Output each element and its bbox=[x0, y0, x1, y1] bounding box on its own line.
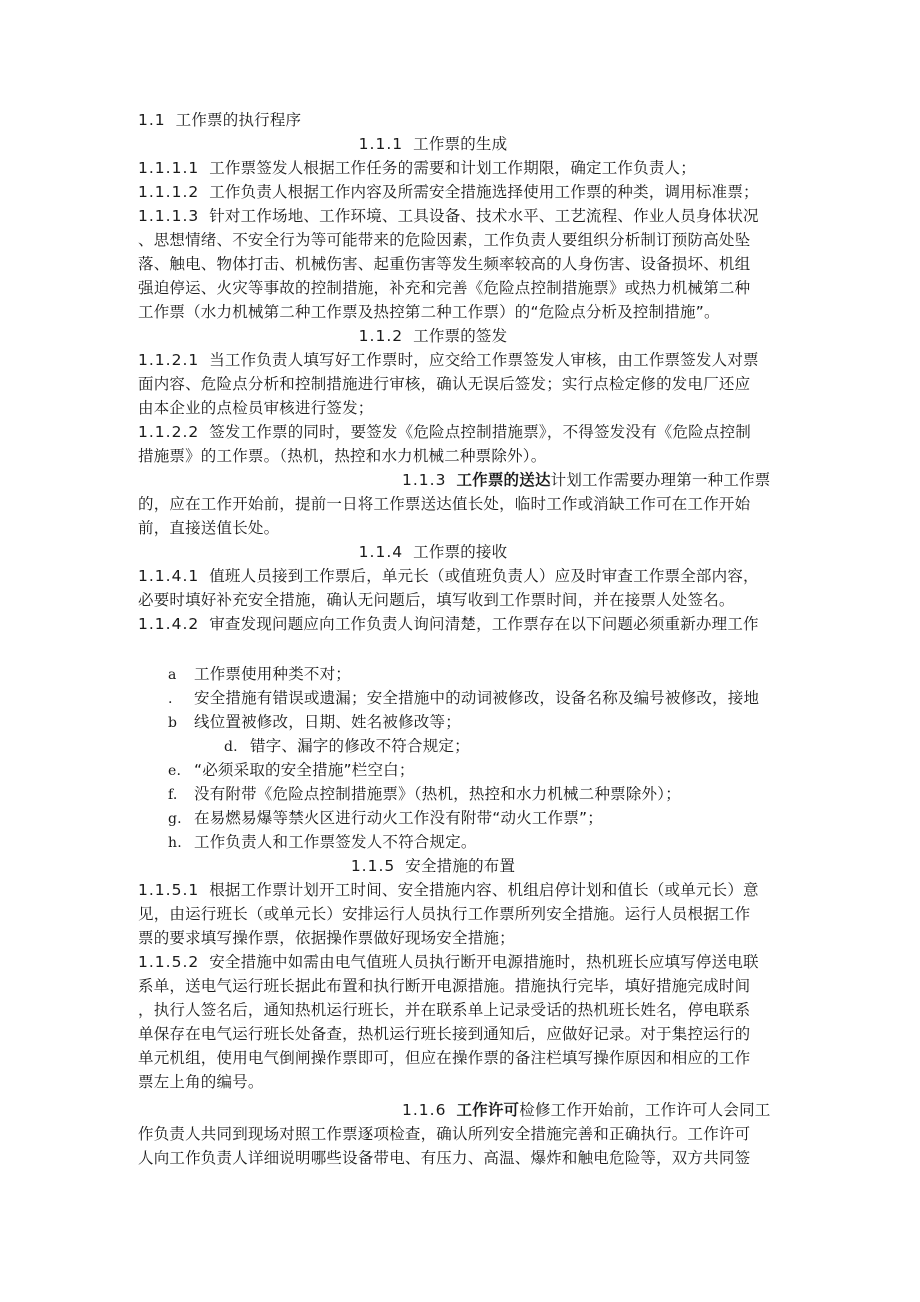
subsection-heading-1-1-2: 1.1.2 工作票的签发 bbox=[358, 327, 508, 345]
paragraph-line: 的，应在工作开始前，提前一日将工作票送达值长处，临时工作或消缺工作可在工作开始 bbox=[138, 495, 751, 513]
paragraph-line: 落、触电、物体打击、机械伤害、起重伤害等发生频率较高的人身伤害、设备损坏、机组 bbox=[138, 255, 751, 273]
list-item-f: f. 没有附带《危险点控制措施票》（热机，热控和水力机械二种票除外）； bbox=[168, 785, 681, 803]
subsection-heading-1-1-4: 1.1.4 工作票的接收 bbox=[358, 543, 508, 561]
paragraph-line: 票左上角的编号。 bbox=[138, 1073, 264, 1091]
paragraph-1-1-5-2: 1.1.5.2 安全措施中如需由电气值班人员执行断开电源措施时，热机班长应填写停送电联 bbox=[138, 953, 759, 971]
paragraph-line: 措施票》的工作票。（热机，热控和水力机械二种票除外）。 bbox=[138, 447, 547, 465]
paragraph-line: 面内容、危险点分析和控制措施进行审核，确认无误后签发；实行点检定修的发电厂还应 bbox=[138, 375, 751, 393]
section-heading-1-1: 1.1 工作票的执行程序 bbox=[138, 111, 302, 129]
paragraph-line: 见，由运行班长（或单元长）安排运行人员执行工作票所列安全措施。运行人员根据工作 bbox=[138, 905, 751, 923]
paragraph-line: 强迫停运、火灾等事故的控制措施，补充和完善《危险点控制措施票》或热力机械第二种 bbox=[138, 279, 751, 297]
paragraph-line: 票的要求填写操作票，依据操作票做好现场安全措施； bbox=[138, 929, 515, 947]
paragraph-1-1-2-1: 1.1.2.1 当工作负责人填写好工作票时，应交给工作票签发人审核，由工作票签发人对票 bbox=[138, 351, 759, 369]
subsection-heading-1-1-3: 1.1.3 工作票的送达计划工作需要办理第一种工作票 bbox=[402, 471, 771, 489]
paragraph-1-1-2-2: 1.1.2.2 签发工作票的同时，要签发《危险点控制措施票》，不得签发没有《危险点控制 bbox=[138, 423, 751, 441]
list-item-d: d. 错字、漏字的修改不符合规定； bbox=[224, 737, 470, 755]
paragraph-line: 单保存在电气运行班长处备查，热机运行班长接到通知后，应做好记录。对于集控运行的 bbox=[138, 1025, 751, 1043]
paragraph-line: 单元机组，使用电气倒闸操作票即可，但应在操作票的备注栏填写操作原因和相应的工作 bbox=[138, 1049, 751, 1067]
paragraph-1-1-1-3: 1.1.1.3 针对工作场地、工作环境、工具设备、技术水平、工艺流程、作业人员身体状况 bbox=[138, 207, 759, 225]
paragraph-1-1-5-1: 1.1.5.1 根据工作票计划开工时间、安全措施内容、机组启停计划和值长（或单元长）意 bbox=[138, 881, 759, 899]
list-item-b: . 安全措施有错误或遗漏；安全措施中的动词被修改，设备名称及编号被修改，接地 bbox=[168, 689, 760, 707]
list-item-a: a 工作票使用种类不对； bbox=[168, 665, 352, 683]
paragraph-line: 由本企业的点检员审核进行签发； bbox=[138, 399, 374, 417]
paragraph-line: 前，直接送值长处。 bbox=[138, 519, 280, 537]
paragraph-line: 系单，送电气运行班长据此布置和执行断开电源措施。措施执行完毕，填好措施完成时间 bbox=[138, 977, 751, 995]
subsection-heading-1-1-5: 1.1.5 安全措施的布置 bbox=[350, 857, 516, 875]
subsection-heading-1-1-1: 1.1.1 工作票的生成 bbox=[358, 135, 508, 153]
list-item-g: g. 在易燃易爆等禁火区进行动火工作没有附带“动火工作票”； bbox=[168, 809, 603, 827]
list-item-h: h. 工作负责人和工作票签发人不符合规定。 bbox=[168, 833, 477, 851]
paragraph-line: 工作票（水力机械第二种工作票及热控第二种工作票）的“危险点分析及控制措施”。 bbox=[138, 303, 720, 321]
paragraph-line: 必要时填好补充安全措施，确认无问题后，填写收到工作票时间，并在接票人处签名。 bbox=[138, 591, 735, 609]
paragraph-1-1-4-1: 1.1.4.1 值班人员接到工作票后，单元长（或值班负责人）应及时审查工作票全部内容， bbox=[138, 567, 759, 585]
paragraph-line: 人向工作负责人详细说明哪些设备带电、有压力、高温、爆炸和触电危险等，双方共同签 bbox=[138, 1149, 751, 1167]
list-item-e: e. “必须采取的安全措施”栏空白； bbox=[168, 761, 415, 779]
paragraph-line: 、思想情绪、不安全行为等可能带来的危险因素，工作负责人要组织分析制订预防高处坠 bbox=[138, 231, 751, 249]
list-item-b-cont: b 线位置被修改，日期、姓名被修改等； bbox=[168, 713, 461, 731]
paragraph-1-1-1-1: 1.1.1.1 工作票签发人根据工作任务的需要和计划工作期限，确定工作负责人； bbox=[138, 159, 696, 177]
paragraph-1-1-4-2: 1.1.4.2 审查发现问题应向工作负责人询问清楚，工作票存在以下问题必须重新办理工作 bbox=[138, 615, 759, 633]
paragraph-line: 作负责人共同到现场对照工作票逐项检查，确认所列安全措施完善和正确执行。工作许可 bbox=[138, 1125, 751, 1143]
paragraph-line: ，执行人签名后，通知热机运行班长，并在联系单上记录受话的热机班长姓名，停电联系 bbox=[138, 1001, 751, 1019]
subsection-heading-1-1-6: 1.1.6 工作许可检修工作开始前，工作许可人会同工 bbox=[402, 1101, 771, 1119]
paragraph-1-1-1-2: 1.1.1.2 工作负责人根据工作内容及所需安全措施选择使用工作票的种类，调用标准票； bbox=[138, 183, 759, 201]
